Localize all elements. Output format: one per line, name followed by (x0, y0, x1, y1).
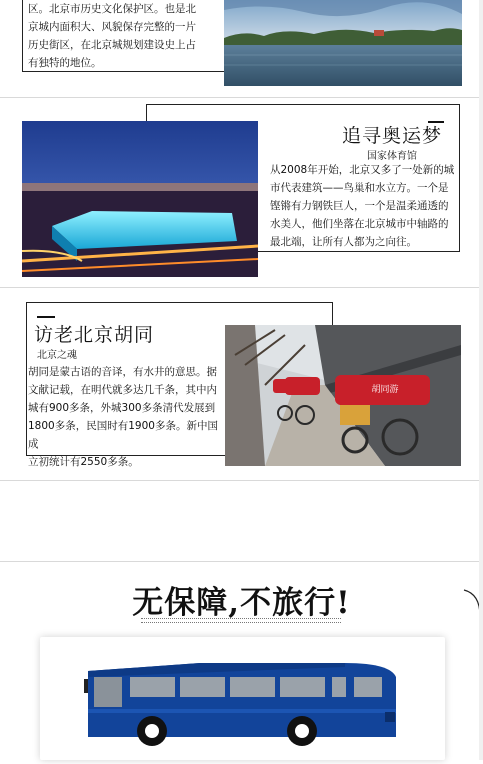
bus-illustration (40, 637, 445, 760)
section-divider (0, 97, 483, 98)
text-line: 区。北京市历史文化保护区。也是北 (28, 3, 196, 15)
olympics-title: 追寻奥运梦 (342, 125, 443, 147)
scrollbar-track[interactable] (479, 0, 483, 760)
text-line: 水美人，他们坐落在北京城市中轴路的 (270, 218, 449, 230)
hutong-photo (225, 325, 461, 466)
text-line: 市代表建筑——鸟巢和水立方。一个是 (270, 182, 449, 194)
hutong-title: 访老北京胡同 (34, 324, 155, 346)
rickshaw-sign: 胡同游 (371, 385, 399, 395)
bus-card (40, 637, 445, 760)
section-divider (0, 480, 483, 481)
text-line: 有独特的地位。 (28, 57, 102, 69)
text-line: 最北端，让所有人都为之向往。 (270, 236, 417, 248)
text-line: 京城内面积大、风貌保存完整的一片 (28, 21, 196, 33)
text-line: 从2008年开始，北京又多了一处新的城 (270, 164, 455, 176)
section-divider (0, 561, 483, 562)
text-line: 城有900多条，外城300多条清代发展到 (28, 402, 216, 414)
text-line: 铿锵有力钢铁巨人，一个是温柔通透的 (270, 200, 449, 212)
hutong-text (28, 363, 226, 471)
text-line: 历史街区，在北京城规划建设史上占 (28, 39, 196, 51)
section-divider (0, 287, 483, 288)
olympics-text (270, 161, 456, 251)
title-underline (141, 618, 341, 623)
water-cube-photo (22, 121, 258, 277)
history-text (28, 0, 224, 72)
olympics-subtitle: 国家体育馆 (367, 151, 417, 162)
text-line: 胡同是蒙古语的音译，有水井的意思。据 (28, 366, 217, 378)
title-dash (37, 316, 55, 318)
text-line: 文献记载，在明代就多达几千条，其中内 (28, 384, 217, 396)
insurance-title: 无保障,不旅行! (132, 585, 351, 621)
text-line: 立初统计有2550多条。 (28, 456, 139, 468)
lake-photo (224, 0, 462, 86)
text-line: 1800多条，民国时有1900多条。新中国成 (28, 420, 218, 450)
hutong-subtitle: 北京之魂 (37, 350, 77, 361)
